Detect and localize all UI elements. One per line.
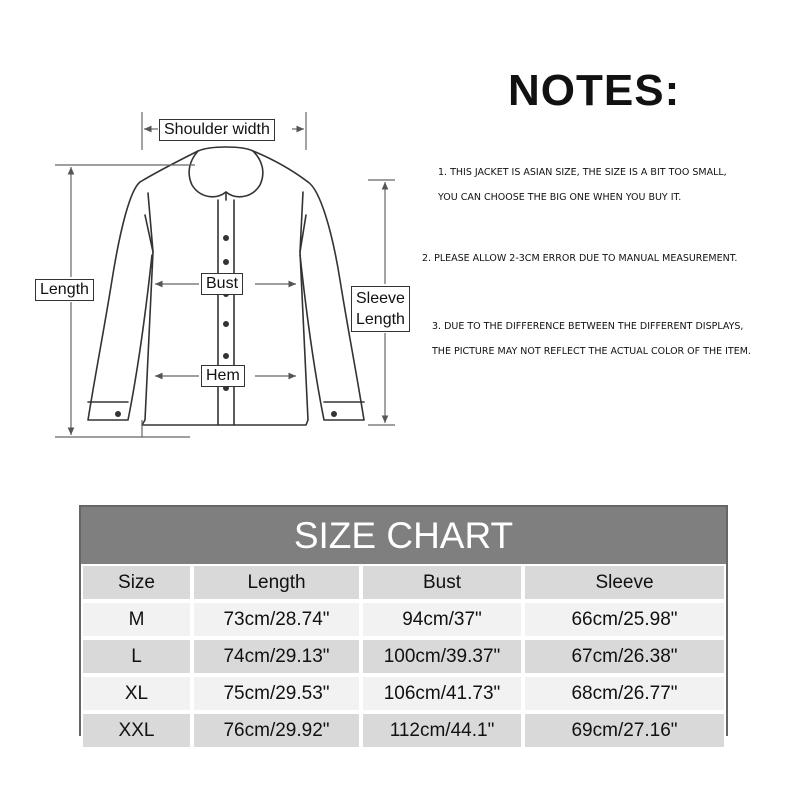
sleeve-length-label: [351, 286, 410, 332]
size-chart-title: SIZE CHART: [81, 507, 726, 564]
note-1-line-1: 1. THIS JACKET IS ASIAN SIZE, THE SIZE IS A BIT TOO SMALL,: [438, 167, 727, 178]
cell-length: 73cm/28.74": [192, 601, 361, 638]
note-3-line-1: 3. DUE TO THE DIFFERENCE BETWEEN THE DIFFERENT DISPLAYS,: [432, 321, 744, 332]
cell-size: XL: [81, 675, 192, 712]
cell-length: 76cm/29.92": [192, 712, 361, 749]
note-1-line-2: YOU CAN CHOOSE THE BIG ONE WHEN YOU BUY IT.: [438, 192, 682, 203]
header-bust: Bust: [361, 564, 523, 601]
cell-bust: 112cm/44.1": [361, 712, 523, 749]
header-sleeve: Sleeve: [523, 564, 726, 601]
note-1: [438, 160, 727, 210]
sleeve-length-label-line2: Length: [356, 311, 405, 328]
bust-label: Bust: [201, 273, 243, 295]
table-row: [81, 638, 726, 675]
table-row: [81, 675, 726, 712]
cell-length: 74cm/29.13": [192, 638, 361, 675]
jacket-outline-illustration: [0, 0, 430, 460]
cell-sleeve: 67cm/26.38": [523, 638, 726, 675]
sleeve-length-label-line1: Sleeve: [356, 290, 405, 307]
shoulder-width-label: Shoulder width: [159, 119, 275, 141]
cell-size: M: [81, 601, 192, 638]
header-length: Length: [192, 564, 361, 601]
notes-title: NOTES:: [508, 66, 681, 115]
note-2-line-1: 2. PLEASE ALLOW 2-3CM ERROR DUE TO MANUAL MEASUREMENT.: [422, 253, 738, 264]
cell-bust: 100cm/39.37": [361, 638, 523, 675]
cell-bust: 106cm/41.73": [361, 675, 523, 712]
cell-sleeve: 68cm/26.77": [523, 675, 726, 712]
jacket-measurement-diagram: [0, 0, 430, 460]
cell-sleeve: 66cm/25.98": [523, 601, 726, 638]
hem-label: Hem: [201, 365, 245, 387]
table-row: [81, 601, 726, 638]
cell-bust: 94cm/37": [361, 601, 523, 638]
size-table: [81, 564, 726, 749]
note-3: [432, 314, 751, 364]
size-chart: [79, 505, 728, 741]
note-3-line-2: THE PICTURE MAY NOT REFLECT THE ACTUAL COLOR OF THE ITEM.: [432, 346, 751, 357]
length-label: Length: [35, 279, 94, 301]
cell-sleeve: 69cm/27.16": [523, 712, 726, 749]
cell-size: L: [81, 638, 192, 675]
note-2: [422, 246, 737, 271]
cell-size: XXL: [81, 712, 192, 749]
header-size: Size: [81, 564, 192, 601]
table-row: [81, 712, 726, 749]
table-header-row: [81, 564, 726, 601]
cell-length: 75cm/29.53": [192, 675, 361, 712]
